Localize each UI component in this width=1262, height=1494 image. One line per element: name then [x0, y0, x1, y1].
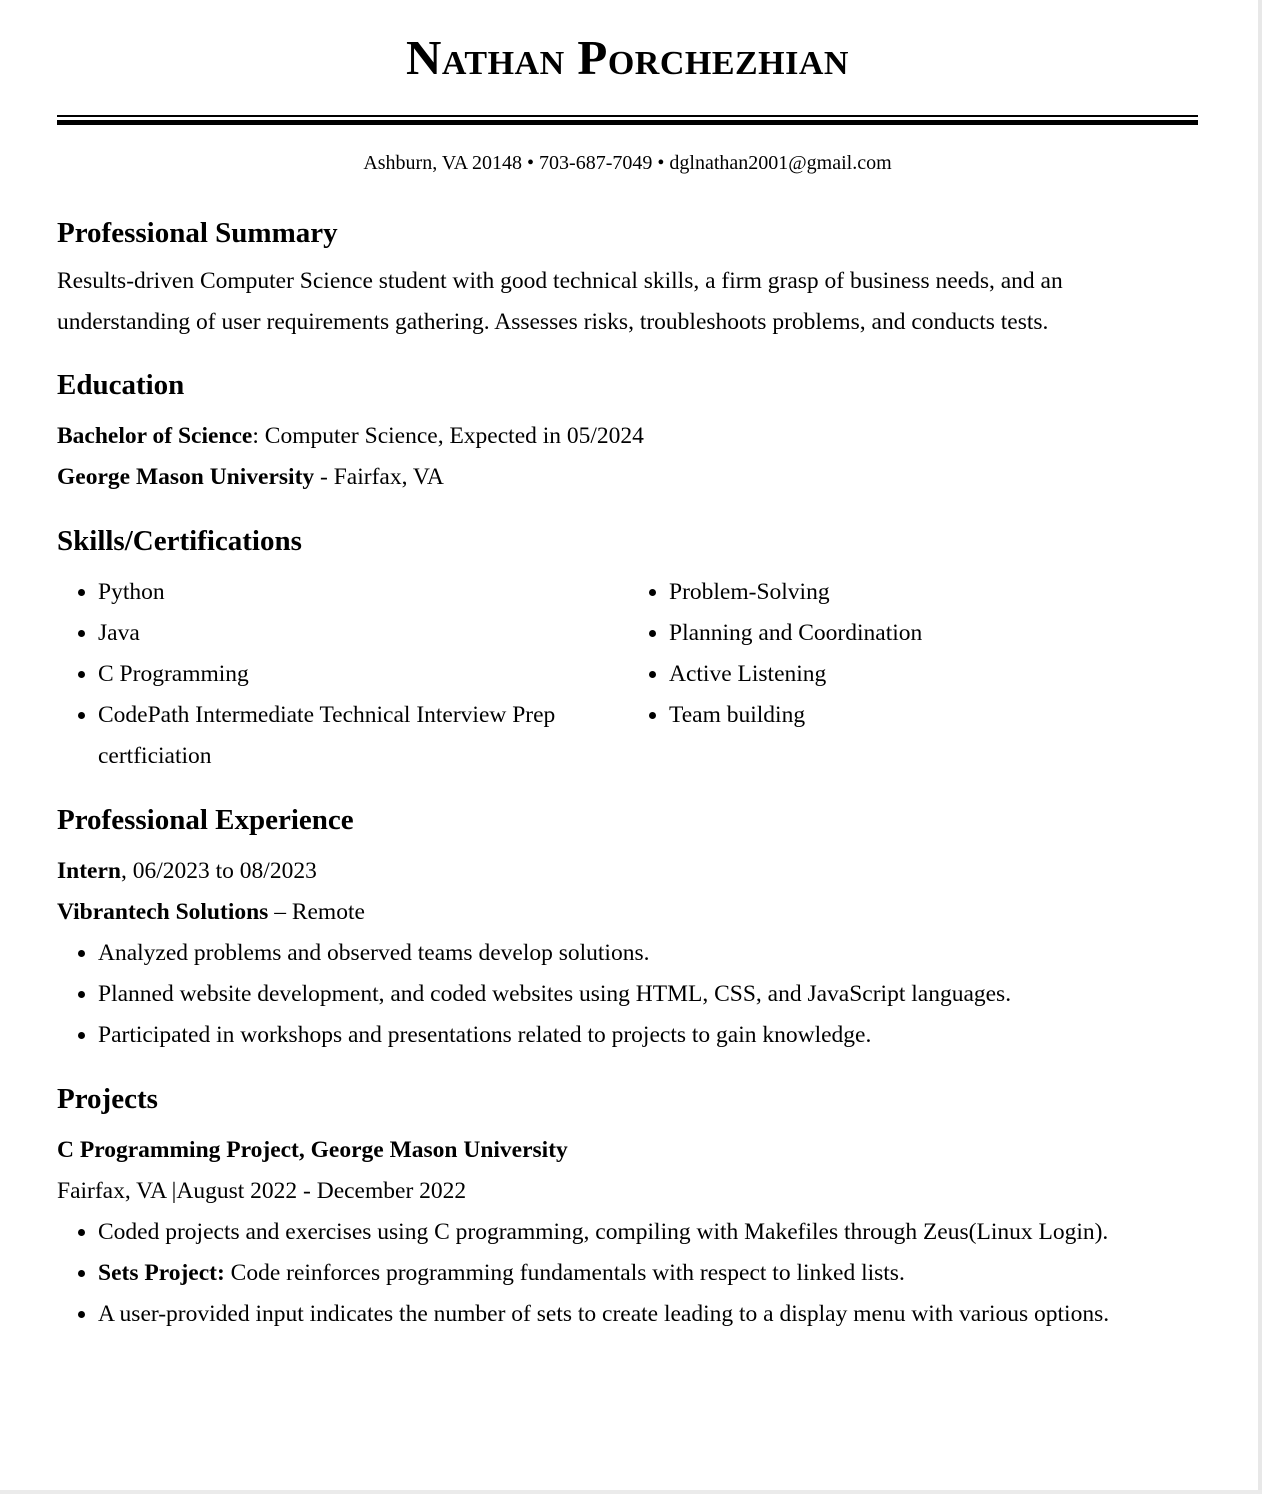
- degree-name: Bachelor of Science: [57, 423, 253, 449]
- section-title-projects: Projects: [57, 1083, 158, 1115]
- list-item: • Coded projects and exercises using C programming, compiling with Makefiles through Zeus(Linux Login).: [98, 1212, 1198, 1253]
- project-bullet-label: Sets Project:: [98, 1260, 225, 1286]
- skill-item: • Java: [98, 613, 628, 654]
- skills-list-left: [57, 572, 628, 777]
- page-edge-bottom: [0, 1490, 1262, 1494]
- project-meta: Fairfax, VA |August 2022 - December 2022: [57, 1178, 467, 1204]
- section-title-experience: Professional Experience: [57, 804, 354, 836]
- role-line: [57, 851, 1198, 892]
- section-title-summary: Professional Summary: [57, 217, 338, 249]
- contact-line: Ashburn, VA 20148 • 703-687-7049 • dglnathan2001@gmail.com: [363, 152, 892, 174]
- skills-columns: [57, 572, 1198, 777]
- degree-line: [57, 416, 1198, 457]
- page-edge-right: [1258, 0, 1262, 1494]
- skill-item: • Active Listening: [669, 654, 922, 695]
- education-entry: [57, 416, 1198, 498]
- section-title-education: Education: [57, 369, 185, 401]
- school-name: George Mason University: [57, 464, 315, 490]
- project-name-line: [57, 1130, 1198, 1171]
- school-line: [57, 457, 1198, 498]
- list-item: • Participated in workshops and presentations related to projects to gain knowledge.: [98, 1015, 1198, 1056]
- school-detail: - Fairfax, VA: [314, 464, 444, 490]
- skill-item: • Team building: [669, 695, 922, 736]
- skill-item: • Planning and Coordination: [669, 613, 922, 654]
- section-title-skills: Skills/Certifications: [57, 525, 302, 557]
- resume-page: [57, 0, 1198, 1335]
- project-bullet-text: Code reinforces programming fundamentals with respect to linked lists.: [224, 1260, 905, 1286]
- skills-list-right: [628, 572, 922, 777]
- project-bullets: [57, 1212, 1198, 1335]
- job-dates: , 06/2023 to 08/2023: [120, 858, 317, 884]
- company-location: – Remote: [268, 899, 365, 925]
- list-item: • Analyzed problems and observed teams develop solutions.: [98, 933, 1198, 974]
- skill-item: • Python: [98, 572, 628, 613]
- skill-item: • Problem-Solving: [669, 572, 922, 613]
- skill-item: • C Programming: [98, 654, 628, 695]
- summary-text: Results-driven Computer Science student with good technical skills, a firm grasp of business needs, and an understanding of user requirements gathering. Assesses risks, troubleshoots problems, and conducts tests.: [57, 268, 1063, 335]
- candidate-name: Nathan Porchezhian: [406, 30, 849, 85]
- list-item: • A user-provided input indicates the number of sets to create leading to a display menu with various options.: [98, 1294, 1198, 1335]
- header-rule: [57, 115, 1198, 125]
- job-role: Intern: [57, 858, 121, 884]
- experience-entry: [57, 851, 1198, 1056]
- skill-item: • CodePath Intermediate Technical Interview Prep certficiation: [98, 695, 628, 777]
- degree-detail: : Computer Science, Expected in 05/2024: [252, 423, 644, 449]
- company-name: Vibrantech Solutions: [57, 899, 269, 925]
- list-item: • Planned website development, and coded websites using HTML, CSS, and JavaScript languages.: [98, 974, 1198, 1015]
- project-name: C Programming Project, George Mason University: [57, 1137, 568, 1163]
- list-item: [98, 1253, 1198, 1294]
- project-entry: [57, 1130, 1198, 1335]
- experience-bullets: [57, 933, 1198, 1056]
- company-line: [57, 892, 1198, 933]
